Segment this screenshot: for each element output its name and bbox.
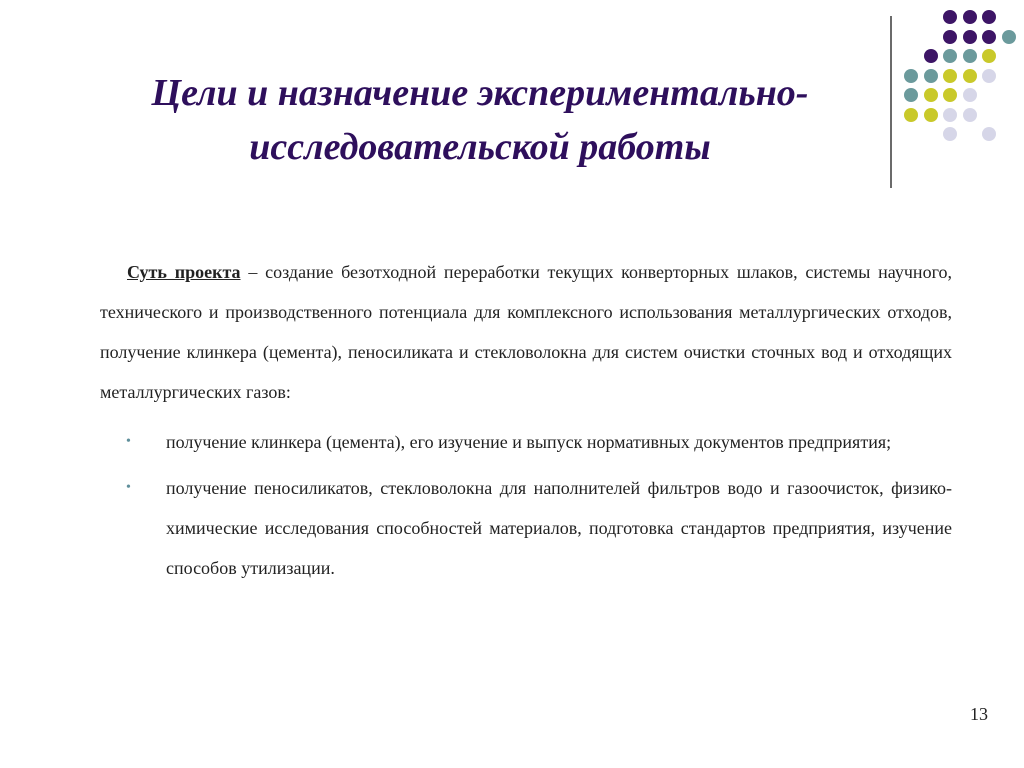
intro-text: – создание безотходной переработки текущих конверторных шлаков, системы научного, технического и производственного потенциала для комплексного использования металлургических отходов, получение клинкера (цемента), пеносиликата и стекловолокна для систем очистки сточных вод и отходящих металлургических газов: — [100, 262, 953, 402]
decorative-dot — [943, 108, 957, 122]
decorative-divider — [890, 16, 892, 188]
decorative-dot-grid — [904, 10, 1014, 170]
decorative-dot — [982, 30, 996, 44]
decorative-dot — [963, 108, 977, 122]
decorative-dot — [982, 127, 996, 141]
decorative-dot — [943, 49, 957, 63]
decorative-dot — [943, 30, 957, 44]
decorative-dot — [982, 69, 996, 83]
decorative-dot — [943, 127, 957, 141]
bullet-list — [100, 422, 952, 588]
decorative-dot — [943, 10, 957, 24]
bullet-text: получение клинкера (цемента), его изучение и выпуск нормативных документов предприятия; — [166, 432, 892, 452]
bullet-text: получение пеносиликатов, стекловолокна для наполнителей фильтров водо и газоочисток, физико-химические исследования способностей материалов, подготовка стандартов предприятия, изучение способов утилизации. — [166, 478, 952, 578]
decorative-dot — [963, 30, 977, 44]
decorative-dot — [924, 69, 938, 83]
bullet-item — [100, 422, 952, 462]
slide-title — [80, 66, 880, 174]
decorative-dot — [1002, 30, 1016, 44]
decorative-dot — [924, 49, 938, 63]
decorative-dot — [924, 108, 938, 122]
bullet-icon: • — [126, 480, 131, 495]
decorative-dot — [904, 88, 918, 102]
decorative-dot — [982, 49, 996, 63]
decorative-dot — [963, 69, 977, 83]
bullet-item — [100, 468, 952, 588]
decorative-dot — [963, 49, 977, 63]
decorative-dot — [943, 88, 957, 102]
bullet-icon: • — [126, 434, 131, 449]
intro-lead: Суть проекта — [127, 262, 241, 282]
decorative-dot — [963, 10, 977, 24]
title-line-1: Цели и назначение экспериментально- — [151, 72, 809, 114]
decorative-dot — [924, 88, 938, 102]
decorative-dot — [904, 108, 918, 122]
decorative-dot — [982, 10, 996, 24]
intro-paragraph — [100, 252, 952, 412]
decorative-dot — [943, 69, 957, 83]
decorative-dot — [963, 88, 977, 102]
page-number: 13 — [970, 704, 988, 724]
title-line-2: исследовательской работы — [249, 126, 711, 168]
decorative-dot — [904, 69, 918, 83]
slide-body — [100, 252, 952, 594]
